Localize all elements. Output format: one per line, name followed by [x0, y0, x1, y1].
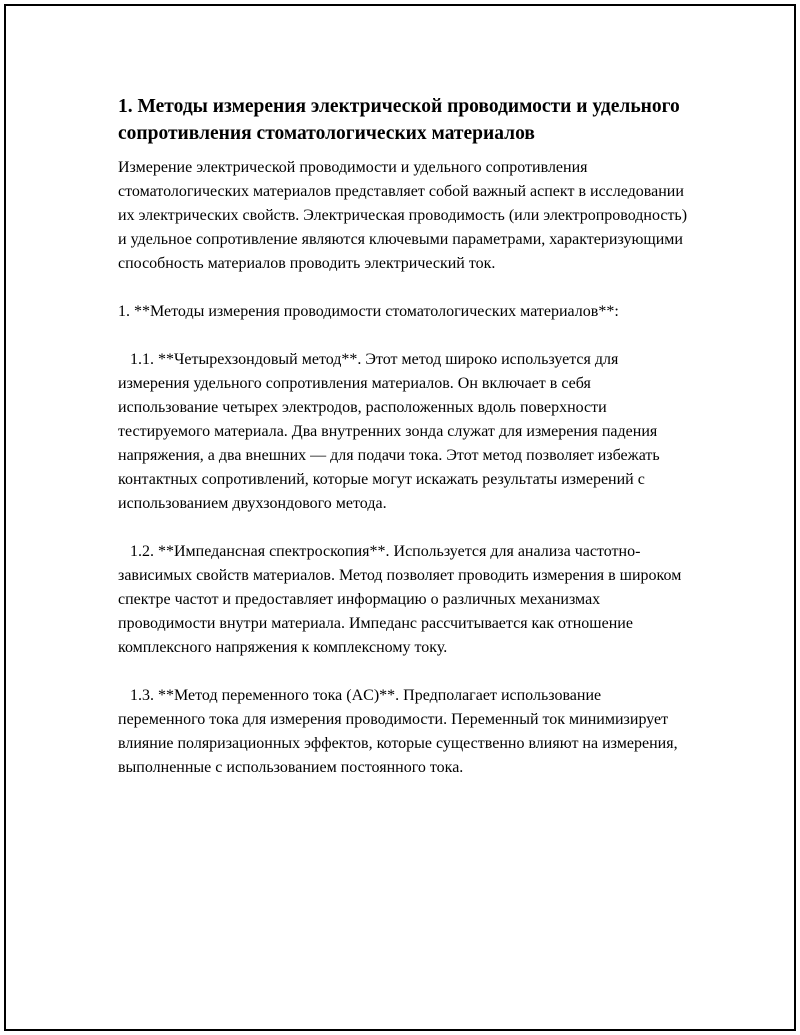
- intro-paragraph: Измерение электрической проводимости и удельного сопротивления стоматологических материалов представляет собой важный аспект в исследовании их электрических свойств. Электрическая проводимость (или электропроводность) и удельное сопротивление являются ключевыми параметрами, характеризующими способность материалов проводить электрический ток.: [118, 159, 692, 272]
- document-body: [118, 93, 692, 804]
- list-heading-paragraph: 1. **Методы измерения проводимости стоматологических материалов**:: [118, 303, 619, 320]
- impedance-spectroscopy-paragraph: 1.2. **Импедансная спектроскопия**. Используется для анализа частотно-зависимых свойств материалов. Метод позволяет проводить измерения в широком спектре частот и предоставляет информацию о различных механизмах проводимости внутри материала. Импеданс рассчитывается как отношение комплексного напряжения к комплексному току.: [118, 543, 686, 656]
- section-heading: 1. Методы измерения электрической проводимости и удельного сопротивления стоматологических материалов: [118, 96, 680, 144]
- four-probe-method-paragraph: 1.1. **Четырехзондовый метод**. Этот метод широко используется для измерения удельного сопротивления материалов. Он включает в себя использование четырех электродов, расположенных вдоль поверхности тестируемого материала. Два внутренних зонда служат для измерения падения напряжения, а два внешних — для подачи тока. Этот метод позволяет избежать контактных сопротивлений, которые могут искажать результаты измерений с использованием двухзондового метода.: [118, 351, 664, 512]
- ac-method-paragraph: 1.3. **Метод переменного тока (AC)**. Предполагает использование переменного тока для измерения проводимости. Переменный ток минимизирует влияние поляризационных эффектов, которые существенно влияют на измерения, выполненные с использованием постоянного тока.: [118, 687, 682, 776]
